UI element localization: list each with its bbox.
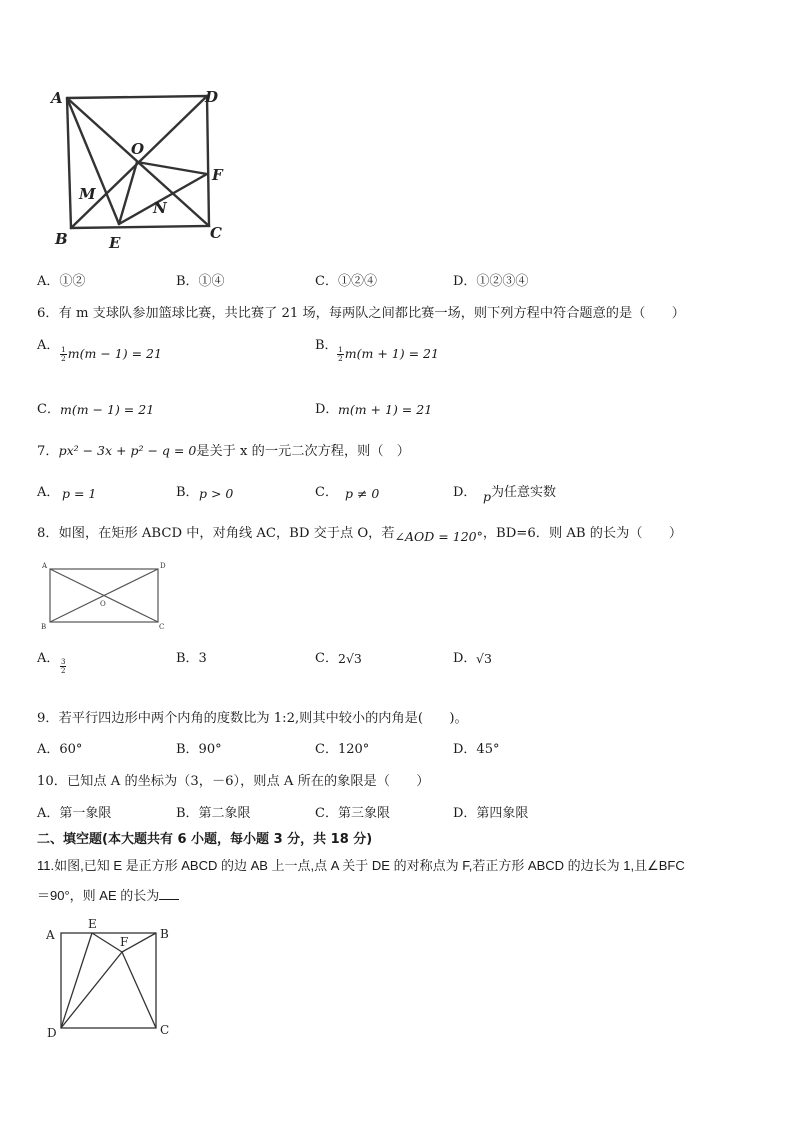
figure2-label: B [41,623,47,631]
q10-option-c: C．第三象限 [315,806,390,821]
q7-equation: px² − 3x + p² − q = 0 [58,443,197,458]
q6-b-frac-den: 2 [338,354,343,363]
q6-option-d-expr: m(m + 1) = 21 [338,402,433,417]
figure2-label: A [42,562,48,570]
q10-stem: 10．已知点 A 的坐标为（3，－6），则点 A 所在的象限是（ ） [37,774,430,789]
q8-bd: ，BD=6．则 AB 的长为（ ） [482,526,683,541]
figure1-label: A [51,89,63,107]
q6-a-frac-num: 1 [61,345,66,354]
q9-option-c: C．120° [315,742,370,757]
q7-option-b-label: B． [176,485,199,500]
q6-option-a-label: A． [37,338,60,353]
figure1-segment-of [137,162,207,174]
q8-a-frac-num: 3 [61,658,66,666]
figure3-label: E [88,917,97,931]
q10-option-b: B．第二象限 [176,806,251,821]
q7-option-a-expr: p = 1 [62,486,97,501]
q10-option-a: A．第一象限 [37,806,112,821]
figure3-label: B [160,927,169,941]
q11-answer-blank[interactable] [159,887,179,900]
figure1-label: B [55,230,68,248]
q8-option-a-expr [60,658,67,675]
figure1-label: F [212,166,223,184]
figure-square-q11 [40,912,180,1042]
q7-option-c-label: C． [315,485,338,500]
q7-option-d-expr [483,481,557,504]
figure1-label: E [109,234,121,252]
q7-d-text: 为任意实数 [491,485,557,500]
q6-option-d-label: D． [315,402,339,417]
q8-option-d-label: D． [453,651,477,666]
q8-option-b: B．3 [176,651,207,666]
q7-stem [37,440,410,459]
figure1-label: M [79,185,96,203]
q6-a-frac-den: 2 [61,354,66,363]
q5-option-d: D．①②③④ [453,274,529,289]
q7-option-c-expr: p ≠ 0 [345,486,380,501]
q7-option-a-label: A． [37,485,60,500]
figure1-label: N [153,199,167,217]
q6-b-equation: m(m + 1) = 21 [344,346,439,361]
q9-option-a: A．60° [37,742,83,757]
figure1-label: C [210,224,222,242]
figure2-label: C [159,623,165,631]
figure3-segment-de [61,933,92,1028]
q6-b-frac-num: 1 [338,345,343,354]
figure2-label: O [100,600,106,608]
figure1-label: O [131,140,145,158]
q8-stem [37,522,683,544]
q6-option-b-expr [337,346,439,363]
figure3-segment-cf [122,952,156,1028]
figure3-label: F [120,935,129,949]
figure1-label: D [205,88,219,106]
section-title-fill-in: 二、填空题(本大题共有 6 小题，每小题 3 分，共 18 分) [37,832,373,847]
q6-option-b-label: B． [315,338,338,353]
q11-line2 [37,885,179,904]
figure3-label: A [46,928,55,942]
figure3-label: D [47,1026,57,1040]
figure3-label: C [160,1023,170,1037]
q7-text: 是关于 x 的一元二次方程，则（ ） [196,444,410,459]
q7-option-d-label: D． [453,485,477,500]
q6-a-equation: m(m − 1) = 21 [67,346,162,361]
figure3-segment-df [61,952,122,1028]
figure3-segment-ef [92,933,122,952]
q5-option-c: C．①②④ [315,274,377,289]
q11-line2-text: ＝90°，则 AE 的长为 [37,888,160,903]
q6-option-a-expr [60,346,162,363]
q10-option-d: D．第四象限 [453,806,529,821]
figure-rectangle-q8 [38,560,173,632]
figure-square-abcd-q5 [45,82,235,252]
q9-option-b: B．90° [176,742,222,757]
q5-option-a: A．①② [37,274,86,289]
q8-stem-pre: 8．如图，在矩形 ABCD 中，对角线 AC，BD 交于点 O，若 [37,526,395,541]
q8-option-c-expr: 2√3 [338,651,362,666]
q8-option-a-label: A． [37,651,60,666]
figure2-label: D [160,562,166,570]
q8-option-c-label: C． [315,651,338,666]
q6-stem: 6．有 m 支球队参加篮球比赛，共比赛了 21 场，每两队之间都比赛一场，则下列方程中符合题意的是（ ） [37,306,685,321]
q7-d-variable: p [483,489,492,504]
q8-angle: ∠AOD = 120° [394,529,483,544]
figure3-outline [61,933,156,1028]
q9-stem: 9．若平行四边形中两个内角的度数比为 1:2,则其中较小的内角是( )。 [37,711,468,726]
q7-option-b-expr: p > 0 [199,486,234,501]
q8-option-d-expr: √3 [476,651,492,666]
q9-option-d: D．45° [453,742,500,757]
q5-option-b: B．①④ [176,274,225,289]
q7-number: 7． [37,444,59,459]
q11-line1: 11.如图,已知 E 是正方形 ABCD 的边 AB 上一点,点 A 关于 DE 的对称点为 F,若正方形 ABCD 的边长为 1,且∠BFC [37,858,685,873]
q8-a-frac-den: 2 [61,667,66,675]
q6-option-c-label: C． [37,402,60,417]
q6-option-c-expr: m(m − 1) = 21 [60,402,155,417]
